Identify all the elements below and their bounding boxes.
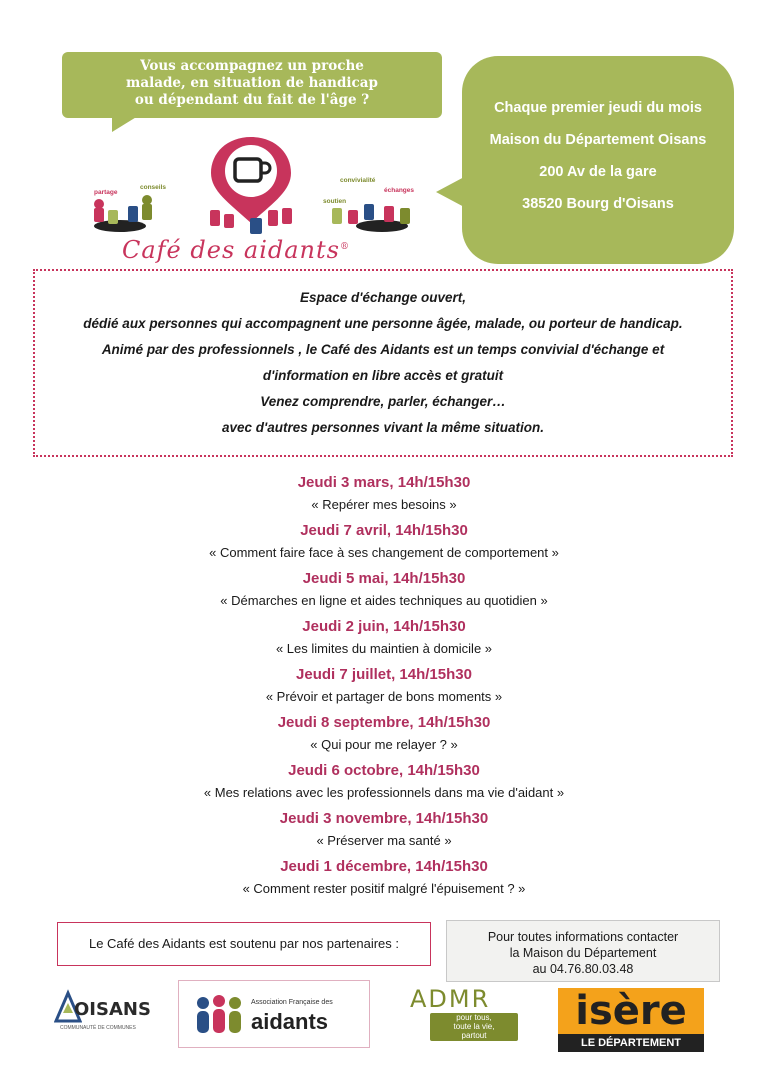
intro-line: Espace d'échange ouvert, <box>299 290 467 305</box>
info-line-city: 38520 Bourg d'Oisans <box>522 196 674 212</box>
registered-mark: ® <box>339 242 350 252</box>
event-date: Jeudi 7 avril, 14h/15h30 <box>300 522 468 539</box>
event-item <box>0 472 768 520</box>
event-date: Jeudi 7 juillet, 14h/15h30 <box>296 666 472 683</box>
info-bubble <box>462 56 734 264</box>
isere-name: isère <box>558 988 704 1034</box>
logo-tag: partage <box>94 189 118 196</box>
people-tables-illustration <box>82 178 432 238</box>
intro-line: avec d'autres personnes vivant la même situation. <box>221 420 545 435</box>
event-topic: « Prévoir et partager de bons moments » <box>265 689 503 704</box>
intro-line: d'information en libre accès et gratuit <box>262 368 504 383</box>
event-date: Jeudi 3 novembre, 14h/15h30 <box>279 810 489 827</box>
event-item <box>0 568 768 616</box>
event-topic: « Mes relations avec les professionnels dans ma vie d'aidant » <box>203 785 565 800</box>
schedule-list <box>0 472 768 904</box>
oisans-subtitle: COMMUNAUTÉ DE COMMUNES <box>60 1025 136 1031</box>
isere-subtitle: LE DÉPARTEMENT <box>558 1034 704 1052</box>
question-bubble <box>62 52 442 118</box>
afa-logo <box>178 980 370 1048</box>
logo-title-text: Café des aidants <box>122 236 340 264</box>
event-date: Jeudi 3 mars, 14h/15h30 <box>297 474 471 491</box>
event-topic: « Comment faire face à ses changement de comportement » <box>209 545 559 560</box>
contact-line: la Maison du Département <box>509 946 657 960</box>
event-item <box>0 808 768 856</box>
event-item <box>0 520 768 568</box>
question-line: Vous accompagnez un proche <box>140 58 364 74</box>
event-topic: « Repérer mes besoins » <box>311 497 457 512</box>
event-date: Jeudi 6 octobre, 14h/15h30 <box>288 762 480 779</box>
logo-tag: échanges <box>384 187 414 194</box>
oisans-logo <box>52 985 162 1040</box>
info-line-schedule: Chaque premier jeudi du mois <box>494 100 702 116</box>
contact-phone: au 04.76.80.03.48 <box>532 962 634 976</box>
logo-tag: conseils <box>140 184 167 191</box>
event-topic: « Démarches en ligne et aides techniques au quotidien » <box>220 593 548 608</box>
afa-big-text: aidants <box>251 1009 329 1034</box>
admr-logo <box>402 985 532 1055</box>
admr-slogan <box>430 1013 518 1041</box>
partners-label: Le Café des Aidants est soutenu par nos partenaires : <box>57 922 431 966</box>
isere-logo <box>558 988 704 1054</box>
event-item <box>0 856 768 904</box>
admr-slogan-line: partout <box>461 1031 487 1040</box>
intro-line: dédié aux personnes qui accompagnent une personne âgée, malade, ou porteur de handicap. <box>83 316 683 331</box>
admr-slogan-line: toute la vie, <box>453 1022 495 1031</box>
question-line: malade, en situation de handicap <box>126 75 378 91</box>
contact-box <box>446 920 720 982</box>
intro-line: Animé par des professionnels , le Café des Aidants est un temps convivial d'échange et <box>101 342 665 357</box>
admr-slogan-line: pour tous, <box>456 1013 492 1022</box>
contact-line: Pour toutes informations contacter <box>487 930 679 944</box>
event-item <box>0 760 768 808</box>
event-topic: « Qui pour me relayer ? » <box>310 737 458 752</box>
admr-name: ADMR <box>410 985 491 1013</box>
question-bubble-tail <box>112 116 138 132</box>
event-item <box>0 664 768 712</box>
info-line-venue: Maison du Département Oisans <box>489 132 707 148</box>
logo-title <box>122 236 392 264</box>
logo-tag: convivialité <box>340 177 376 184</box>
event-date: Jeudi 2 juin, 14h/15h30 <box>302 618 466 635</box>
event-item <box>0 712 768 760</box>
intro-line: Venez comprendre, parler, échanger… <box>260 394 506 409</box>
afa-small-text: Association Française des <box>251 999 333 1006</box>
event-topic: « Les limites du maintien à domicile » <box>275 641 493 656</box>
event-date: Jeudi 5 mai, 14h/15h30 <box>302 570 466 587</box>
oisans-name: OISANS <box>74 999 151 1020</box>
event-date: Jeudi 1 décembre, 14h/15h30 <box>280 858 488 875</box>
people-group-icon <box>193 993 245 1037</box>
question-line: ou dépendant du fait de l'âge ? <box>134 92 370 108</box>
event-item <box>0 616 768 664</box>
event-topic: « Préserver ma santé » <box>316 833 452 848</box>
event-date: Jeudi 8 septembre, 14h/15h30 <box>277 714 491 731</box>
intro-box <box>33 269 733 457</box>
logo-tag: soutien <box>323 198 347 205</box>
info-line-street: 200 Av de la gare <box>539 164 657 180</box>
event-topic: « Comment rester positif malgré l'épuisement ? » <box>242 881 526 896</box>
